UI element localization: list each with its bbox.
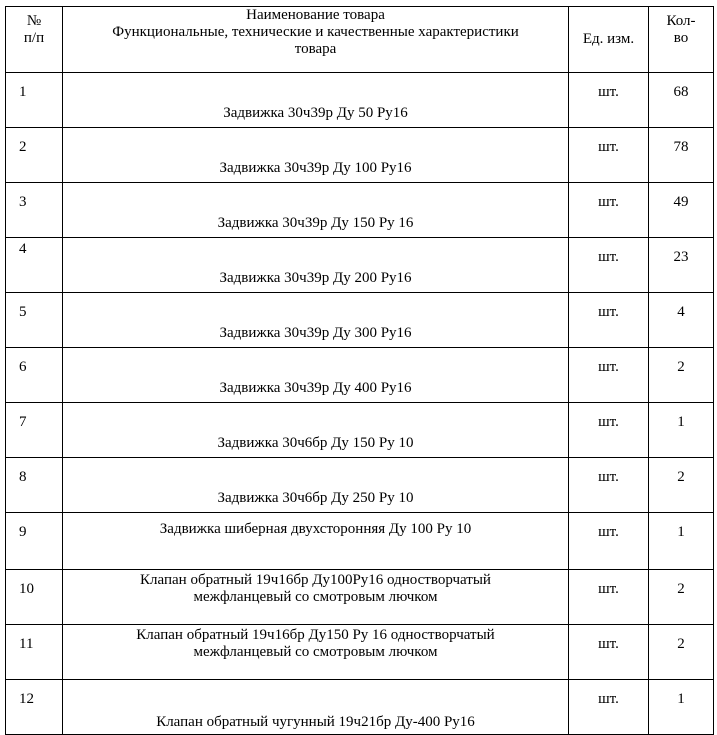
- row-product-name: [63, 625, 569, 680]
- row-quantity: 2: [649, 348, 714, 403]
- row-number: 4: [6, 238, 63, 293]
- header-name-line2: Функциональные, технические и качественные характеристики: [112, 24, 519, 40]
- table-row: [6, 680, 714, 735]
- row-product-name-line1: Клапан обратный 19ч16бр Ду100Ру16 одностворчатый: [140, 572, 491, 588]
- row-quantity: 2: [649, 458, 714, 513]
- row-number: 3: [6, 183, 63, 238]
- row-unit: шт.: [569, 513, 649, 570]
- row-product-name: Задвижка 30ч39р Ду 200 Ру16: [63, 238, 569, 293]
- table-row: [6, 513, 714, 570]
- row-number: 6: [6, 348, 63, 403]
- table-row: [6, 128, 714, 183]
- row-quantity: 49: [649, 183, 714, 238]
- row-unit: шт.: [569, 183, 649, 238]
- row-unit: шт.: [569, 403, 649, 458]
- table-row: [6, 183, 714, 238]
- row-product-name: Клапан обратный чугунный 19ч21бр Ду-400 Ру16: [63, 680, 569, 735]
- table-row: [6, 238, 714, 293]
- row-unit: шт.: [569, 458, 649, 513]
- row-quantity: 1: [649, 403, 714, 458]
- header-product-name: [63, 7, 569, 73]
- row-unit: шт.: [569, 625, 649, 680]
- row-quantity: 2: [649, 570, 714, 625]
- row-product-name: [63, 570, 569, 625]
- header-name-line1: Наименование товара: [246, 7, 385, 23]
- row-unit: шт.: [569, 238, 649, 293]
- table-row: [6, 348, 714, 403]
- row-number: 11: [6, 625, 63, 680]
- header-name-line3: товара: [294, 41, 337, 57]
- row-product-name: Задвижка 30ч6бр Ду 250 Ру 10: [63, 458, 569, 513]
- row-number: 10: [6, 570, 63, 625]
- header-row: [6, 7, 714, 73]
- row-product-name-line2: межфланцевый со смотровым лючком: [193, 644, 438, 660]
- header-quantity-line2: во: [673, 30, 689, 46]
- row-unit: шт.: [569, 348, 649, 403]
- row-quantity: 1: [649, 513, 714, 570]
- header-number: [6, 7, 63, 73]
- table-body: [6, 73, 714, 735]
- row-product-name: Задвижка 30ч39р Ду 300 Ру16: [63, 293, 569, 348]
- header-quantity-line1: Кол-: [666, 13, 696, 29]
- row-unit: шт.: [569, 680, 649, 735]
- table-header: [6, 7, 714, 73]
- row-product-name-line2: межфланцевый со смотровым лючком: [193, 589, 438, 605]
- row-number: 1: [6, 73, 63, 128]
- product-specification-table: [5, 6, 714, 735]
- row-quantity: 1: [649, 680, 714, 735]
- row-number: 9: [6, 513, 63, 570]
- row-number: 12: [6, 680, 63, 735]
- header-quantity: [649, 7, 714, 73]
- row-product-name: Задвижка шиберная двухсторонняя Ду 100 Ру 10: [63, 513, 569, 570]
- table-row: [6, 403, 714, 458]
- row-product-name: Задвижка 30ч6бр Ду 150 Ру 10: [63, 403, 569, 458]
- table-row: [6, 570, 714, 625]
- header-number-line1: №: [26, 13, 42, 29]
- table-row: [6, 625, 714, 680]
- row-unit: шт.: [569, 73, 649, 128]
- row-product-name-line1: Клапан обратный 19ч16бр Ду150 Ру 16 одностворчатый: [136, 627, 495, 643]
- row-quantity: 4: [649, 293, 714, 348]
- row-quantity: 2: [649, 625, 714, 680]
- table-row: [6, 458, 714, 513]
- header-number-line2: п/п: [23, 30, 45, 46]
- row-number: 8: [6, 458, 63, 513]
- row-unit: шт.: [569, 293, 649, 348]
- table-row: [6, 73, 714, 128]
- row-unit: шт.: [569, 128, 649, 183]
- row-product-name: Задвижка 30ч39р Ду 150 Ру 16: [63, 183, 569, 238]
- row-number: 7: [6, 403, 63, 458]
- row-product-name: Задвижка 30ч39р Ду 400 Ру16: [63, 348, 569, 403]
- row-unit: шт.: [569, 570, 649, 625]
- table-row: [6, 293, 714, 348]
- header-unit: Ед. изм.: [569, 7, 649, 73]
- row-quantity: 68: [649, 73, 714, 128]
- row-quantity: 78: [649, 128, 714, 183]
- row-quantity: 23: [649, 238, 714, 293]
- row-number: 5: [6, 293, 63, 348]
- row-number: 2: [6, 128, 63, 183]
- row-product-name: Задвижка 30ч39р Ду 50 Ру16: [63, 73, 569, 128]
- row-product-name: Задвижка 30ч39р Ду 100 Ру16: [63, 128, 569, 183]
